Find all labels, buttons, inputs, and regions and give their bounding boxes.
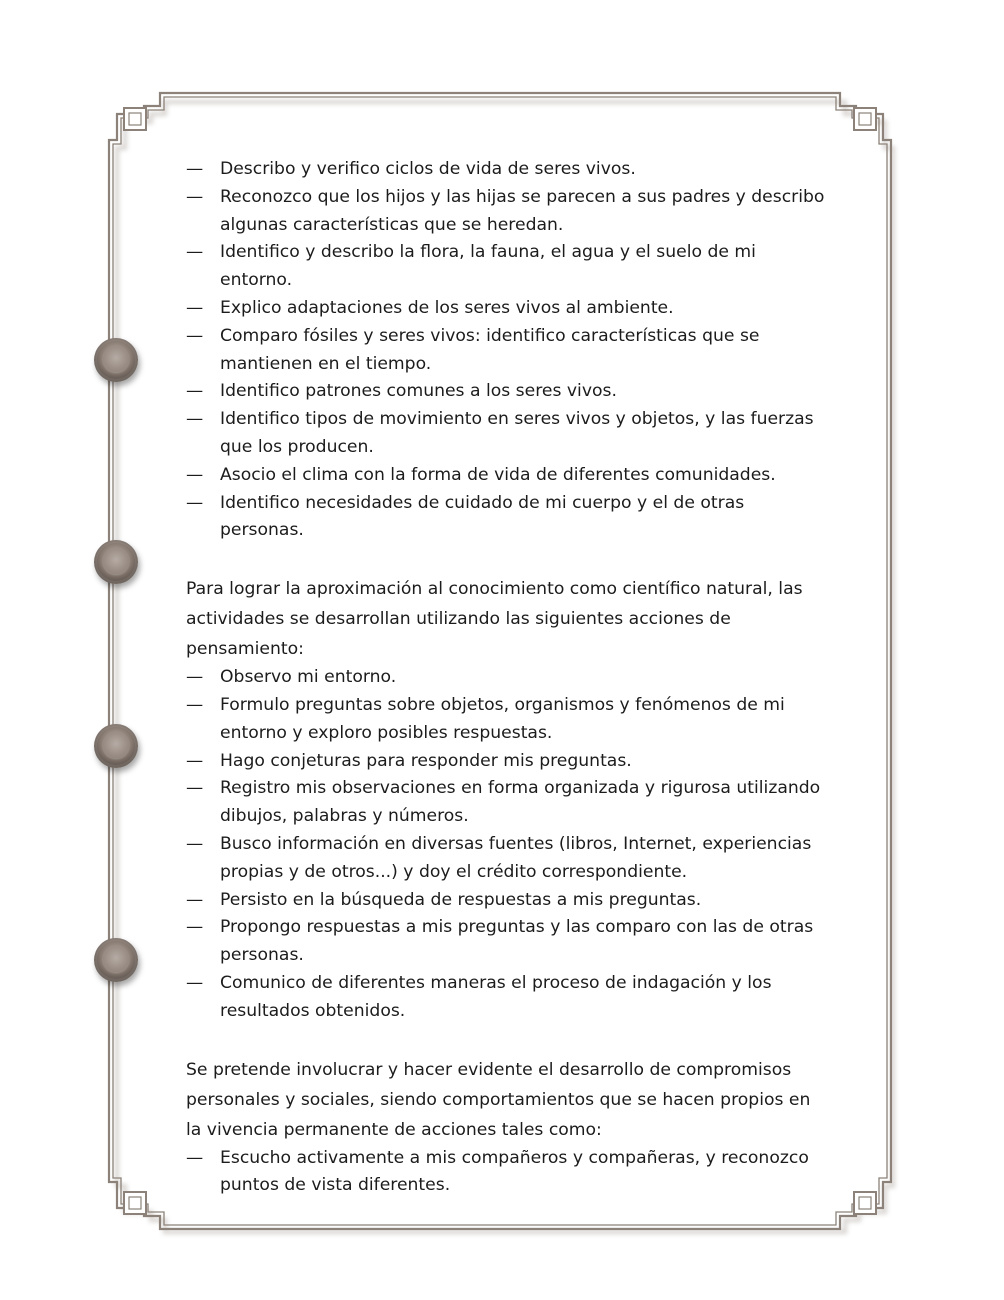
list-item: — Escucho activamente a mis compañeros y compañeras, y reconozco puntos de vista diferentes. [186,1145,826,1201]
list-item: — Reconozco que los hijos y las hijas se parecen a sus padres y describo algunas características que se heredan. [186,184,826,240]
list-item: — Comparo fósiles y seres vivos: identifico características que se mantienen en el tiempo. [186,323,826,379]
list-item: — Persisto en la búsqueda de respuestas a mis preguntas. [186,887,826,915]
list-section-2 [186,664,826,1025]
list-item: — Identifico patrones comunes a los seres vivos. [186,378,826,406]
list-section-1 [186,156,826,545]
section-2-intro: Para lograr la aproximación al conocimiento como científico natural, las actividades se desarrollan utilizando las siguientes acciones de pensamiento: [186,579,803,660]
section-3-intro: Se pretende involucrar y hacer evidente el desarrollo de compromisos personales y sociales, siendo comportamientos que se hacen propios en la vivencia permanente de acciones tales como: [186,1059,811,1140]
list-item: — Registro mis observaciones en forma organizada y rigurosa utilizando dibujos, palabras y números. [186,775,826,831]
binder-ring-icon [94,540,138,584]
list-item: — Propongo respuestas a mis preguntas y las comparo con las de otras personas. [186,914,826,970]
list-item: — Asocio el clima con la forma de vida de diferentes comunidades. [186,462,826,490]
binder-ring-icon [94,724,138,768]
list-item: — Formulo preguntas sobre objetos, organismos y fenómenos de mi entorno y exploro posibles respuestas. [186,692,826,748]
list-item: — Observo mi entorno. [186,664,826,692]
list-item: — Hago conjeturas para responder mis preguntas. [186,748,826,776]
list-item: — Describo y verifico ciclos de vida de seres vivos. [186,156,826,184]
list-item: — Identifico tipos de movimiento en seres vivos y objetos, y las fuerzas que los producen. [186,406,826,462]
list-section-3 [186,1145,826,1201]
list-item: — Identifico necesidades de cuidado de mi cuerpo y el de otras personas. [186,490,826,546]
binder-ring-icon [94,938,138,982]
binder-ring-icon [94,338,138,382]
list-item: — Busco información en diversas fuentes (libros, Internet, experiencias propias y de otros...) y doy el crédito correspondiente. [186,831,826,887]
list-item: — Explico adaptaciones de los seres vivos al ambiente. [186,295,826,323]
list-item: — Identifico y describo la flora, la fauna, el agua y el suelo de mi entorno. [186,239,826,295]
page-content [186,156,826,1200]
list-item: — Comunico de diferentes maneras el proceso de indagación y los resultados obtenidos. [186,970,826,1026]
